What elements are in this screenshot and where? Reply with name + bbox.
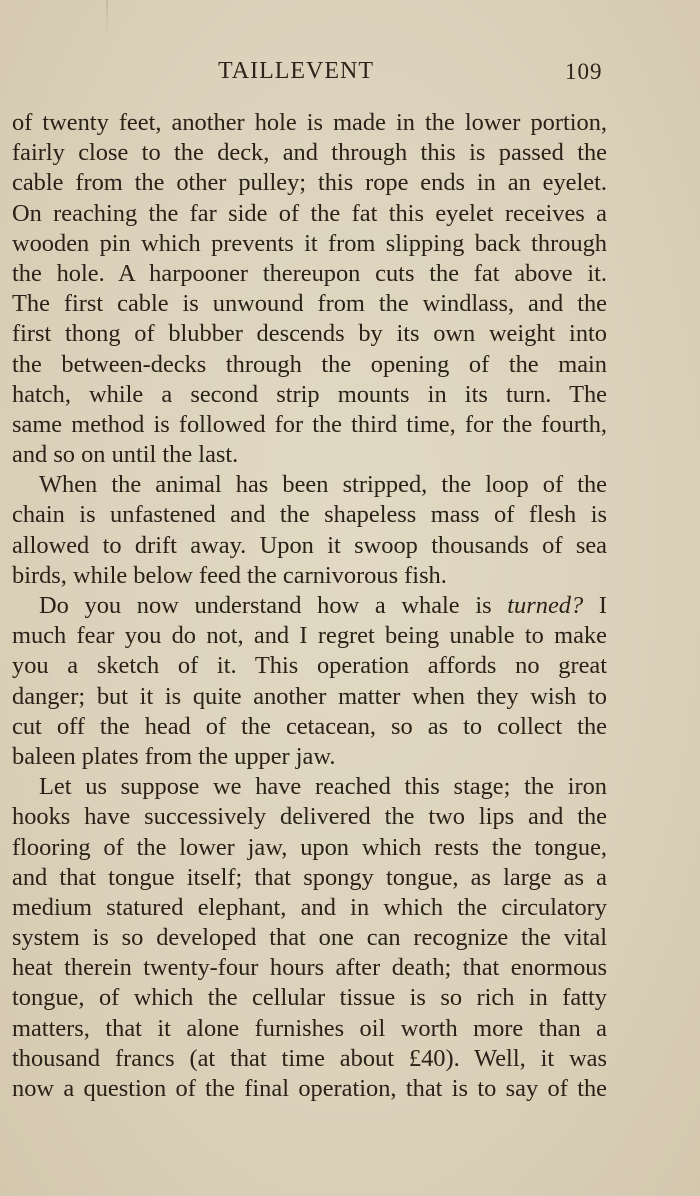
text-line: and so on until the last. [12,441,239,469]
text-line: allowed to drift away. Upon it swoop thousands of sea [12,531,607,559]
text-line: cut off the head of the cetacean, so as to collect the [12,712,607,740]
body-text [12,108,607,1104]
text-line: hatch, while a second strip mounts in its turn. The [12,380,607,408]
text-line: tongue, of which the cellular tissue is so rich in fatty [12,984,607,1012]
text-line: cable from the other pulley; this rope ends in an eyelet. [12,169,607,197]
text-segment: I [583,592,607,619]
text-line: danger; but it is quite another matter when they wish to [12,682,607,710]
text-line: thousand francs (at that time about £40). Well, it was [12,1044,607,1072]
text-line: system is so developed that one can recognize the vital [12,924,607,952]
text-line: chain is unfastened and the shapeless mass of flesh is [12,501,607,529]
text-line: Let us suppose we have reached this stage; the iron [39,773,607,801]
text-line: birds, while below feed the carnivorous fish. [12,561,447,589]
text-line: baleen plates from the upper jaw. [12,742,336,770]
scan-mark [106,0,108,38]
text-line: hooks have successively delivered the two lips and the [12,803,607,831]
text-line: same method is followed for the third time, for the fourth, [12,410,607,438]
text-line: of twenty feet, another hole is made in the lower portion, [12,109,607,136]
text-line: now a question of the final operation, that is to say of the [12,1075,607,1102]
running-head [0,58,700,92]
text-line: the between-decks through the opening of the main [12,350,607,378]
text-segment: Do you now understand how a whale is [39,592,508,619]
page-number: 109 [565,59,603,84]
text-line: flooring of the lower jaw, upon which rests the tongue, [12,833,607,861]
text-line: The first cable is unwound from the windlass, and the [12,290,607,318]
italic-word: turned? [507,592,584,619]
text-line: wooden pin which prevents it from slipping back through [12,229,607,257]
running-title: TAILLEVENT [218,58,375,84]
text-line: On reaching the far side of the fat this eyelet receives a [12,199,607,227]
text-line: you a sketch of it. This operation affords no great [12,652,607,680]
text-line: and that tongue itself; that spongy tongue, as large as a [12,863,607,891]
text-line: the hole. A harpooner thereupon cuts the fat above it. [12,259,607,287]
text-line: heat therein twenty-four hours after death; that enormous [12,954,607,982]
text-line: medium statured elephant, and in which the circulatory [12,893,607,921]
text-line: fairly close to the deck, and through this is passed the [12,139,607,167]
text-line: When the animal has been stripped, the loop of the [39,471,607,499]
text-line: first thong of blubber descends by its own weight into [12,320,607,348]
text-line: matters, that it alone furnishes oil worth more than a [12,1014,607,1042]
text-line [12,591,607,621]
text-line: much fear you do not, and I regret being unable to make [12,622,607,650]
